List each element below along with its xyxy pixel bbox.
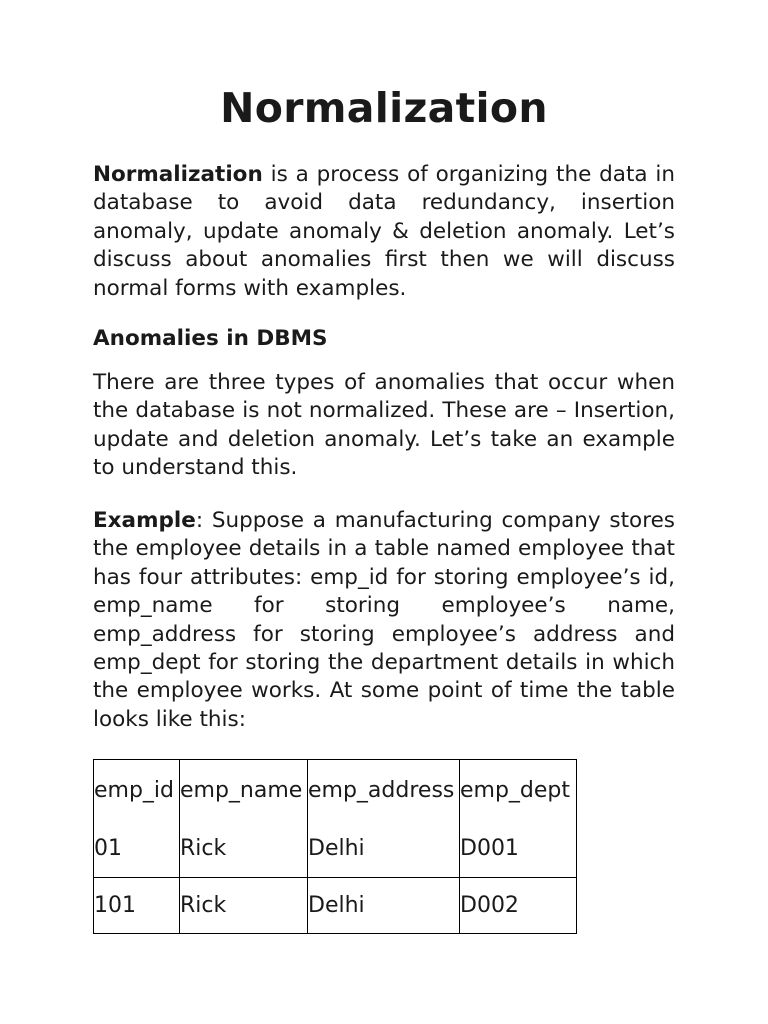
table-header-cell: emp_name (180, 760, 308, 821)
table-cell: Delhi (308, 820, 460, 878)
table-cell: Rick (180, 878, 308, 934)
page-title: Normalization (220, 84, 548, 132)
table-header-cell: emp_address (308, 760, 460, 821)
table-header-cell: emp_id (94, 760, 180, 821)
table-cell: 101 (94, 878, 180, 934)
table-header-cell: emp_dept (460, 760, 577, 821)
table-row (94, 878, 577, 934)
employee-table (93, 759, 577, 934)
table-row (94, 820, 577, 878)
example-text: : Suppose a manufacturing company stores the employee details in a table named employee that has four attributes: emp_id for storing employee’s id, emp_name for storing employee’s name, emp_address for storing employee’s address and emp_dept for storing the department details in which the employee works. At some point of time the table looks like this: (93, 508, 675, 732)
intro-term: Normalization (93, 162, 263, 187)
table-cell: Delhi (308, 878, 460, 934)
anomalies-paragraph: There are three types of anomalies that occur when the database is not normalized. These are – Insertion, update and deletion anomaly. Let’s take an example to understand this. (93, 370, 675, 481)
table-cell: 01 (94, 820, 180, 878)
table-cell: D001 (460, 820, 577, 878)
example-paragraph (93, 507, 675, 734)
intro-text: is a process of organizing the data in database to avoid data redundancy, insertion anomaly, update anomaly & deletion anomaly. Let’s discuss about anomalies first then we will discuss normal forms with examples. (93, 162, 675, 301)
section-heading: Anomalies in DBMS (93, 326, 328, 351)
table-cell: Rick (180, 820, 308, 878)
table-header-row (94, 760, 577, 821)
table-cell: D002 (460, 878, 577, 934)
intro-paragraph (93, 161, 675, 303)
example-label: Example (93, 508, 196, 533)
